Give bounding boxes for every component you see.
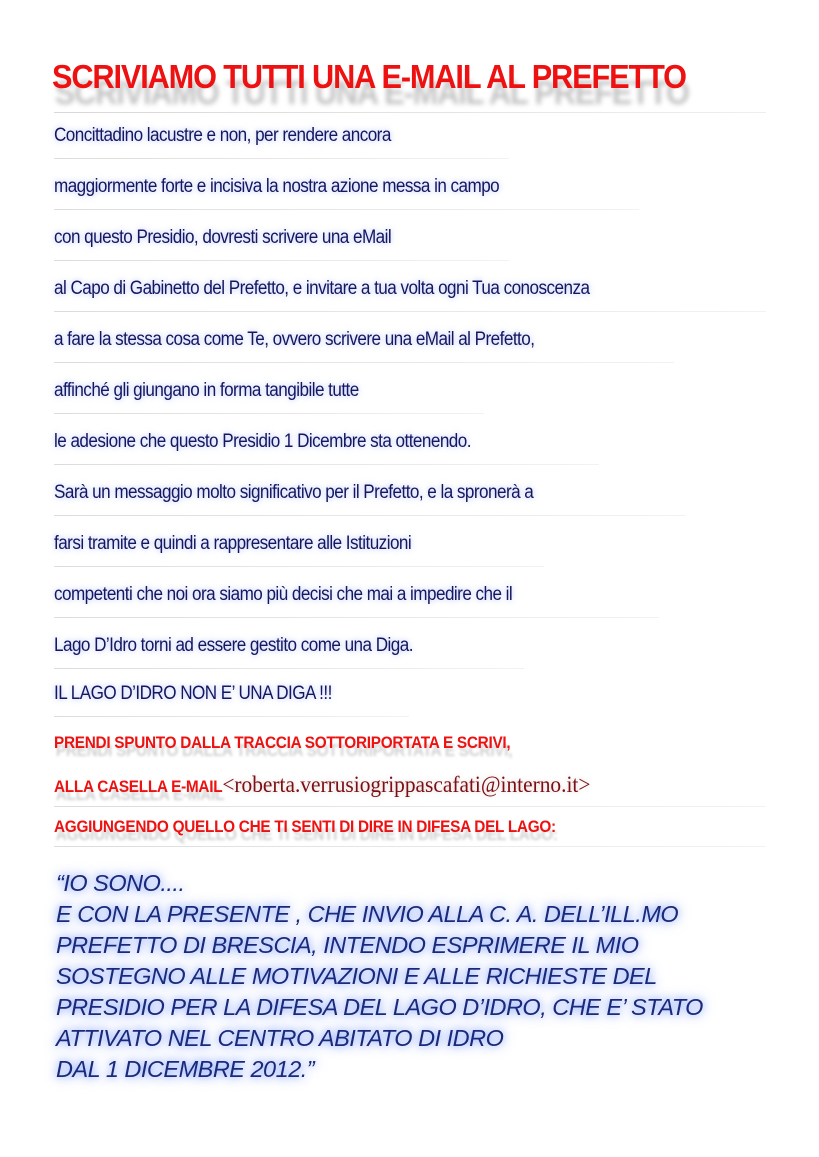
body-line: con questo Presidio, dovresti scrivere una eMail — [54, 227, 392, 248]
line-divider — [54, 260, 509, 261]
body-line: Lago D’Idro torni ad essere gestito come una Diga. — [54, 635, 413, 656]
page-title: SCRIVIAMO TUTTI UNA E-MAIL AL PREFETTO — [52, 58, 686, 95]
line-divider — [54, 311, 766, 312]
quote-line: PRESIDIO PER LA DIFESA DEL LAGO D’IDRO, CHE E’ STATO — [56, 994, 703, 1020]
quote-line: “IO SONO.... — [56, 870, 185, 896]
line-divider — [54, 464, 599, 465]
line-divider — [54, 515, 686, 516]
line-divider — [54, 158, 509, 159]
line-divider — [54, 566, 544, 567]
body-line: competenti che noi ora siamo più decisi che mai a impedire che il — [54, 584, 513, 605]
line-divider — [54, 617, 659, 618]
line-divider — [54, 716, 409, 717]
email-template-quote — [56, 868, 796, 1085]
quote-line: SOSTEGNO ALLE MOTIVAZIONI E ALLE RICHIESTE DEL — [56, 963, 657, 989]
quote-line: DAL 1 DICEMBRE 2012.” — [56, 1056, 315, 1082]
quote-line: PREFETTO DI BRESCIA, INTENDO ESPRIMERE IL MIO — [56, 932, 639, 958]
line-divider — [54, 413, 484, 414]
quote-line: E CON LA PRESENTE , CHE INVIO ALLA C. A. DELL’ILL.MO — [56, 901, 679, 927]
instruction-line-2 — [54, 772, 590, 798]
instruction-line-1: PRENDI SPUNTO DALLA TRACCIA SOTTORIPORTATA E SCRIVI, — [54, 734, 511, 752]
body-line: maggiormente forte e incisiva la nostra azione messa in campo — [54, 176, 500, 197]
body-line: Sarà un messaggio molto significativo per il Prefetto, e la spronerà a — [54, 482, 534, 503]
body-line: al Capo di Gabinetto del Prefetto, e invitare a tua volta ogni Tua conoscenza — [54, 278, 590, 299]
instruction-email-prefix: ALLA CASELLA E-MAIL — [54, 778, 223, 796]
body-line: a fare la stessa cosa come Te, ovvero scrivere una eMail al Prefetto, — [54, 329, 535, 350]
title-divider — [54, 112, 766, 113]
slogan-line: IL LAGO D’IDRO NON E’ UNA DIGA !!! — [54, 683, 332, 704]
line-divider — [54, 806, 766, 807]
body-line: affinché gli giungano in forma tangibile tutte — [54, 380, 359, 401]
body-line: farsi tramite e quindi a rappresentare alle Istituzioni — [54, 533, 412, 554]
line-divider — [54, 668, 524, 669]
instruction-line-3: AGGIUNGENDO QUELLO CHE TI SENTI DI DIRE IN DIFESA DEL LAGO: — [54, 818, 556, 836]
quote-line: ATTIVATO NEL CENTRO ABITATO DI IDRO — [56, 1025, 504, 1051]
line-divider — [54, 209, 639, 210]
body-line: Concittadino lacustre e non, per rendere ancora — [54, 125, 391, 146]
email-address-link[interactable]: <roberta.verrusiogrippascafati@interno.it> — [222, 772, 591, 797]
line-divider — [54, 846, 766, 847]
body-line: le adesione che questo Presidio 1 Dicembre sta ottenendo. — [54, 431, 471, 452]
line-divider — [54, 362, 674, 363]
